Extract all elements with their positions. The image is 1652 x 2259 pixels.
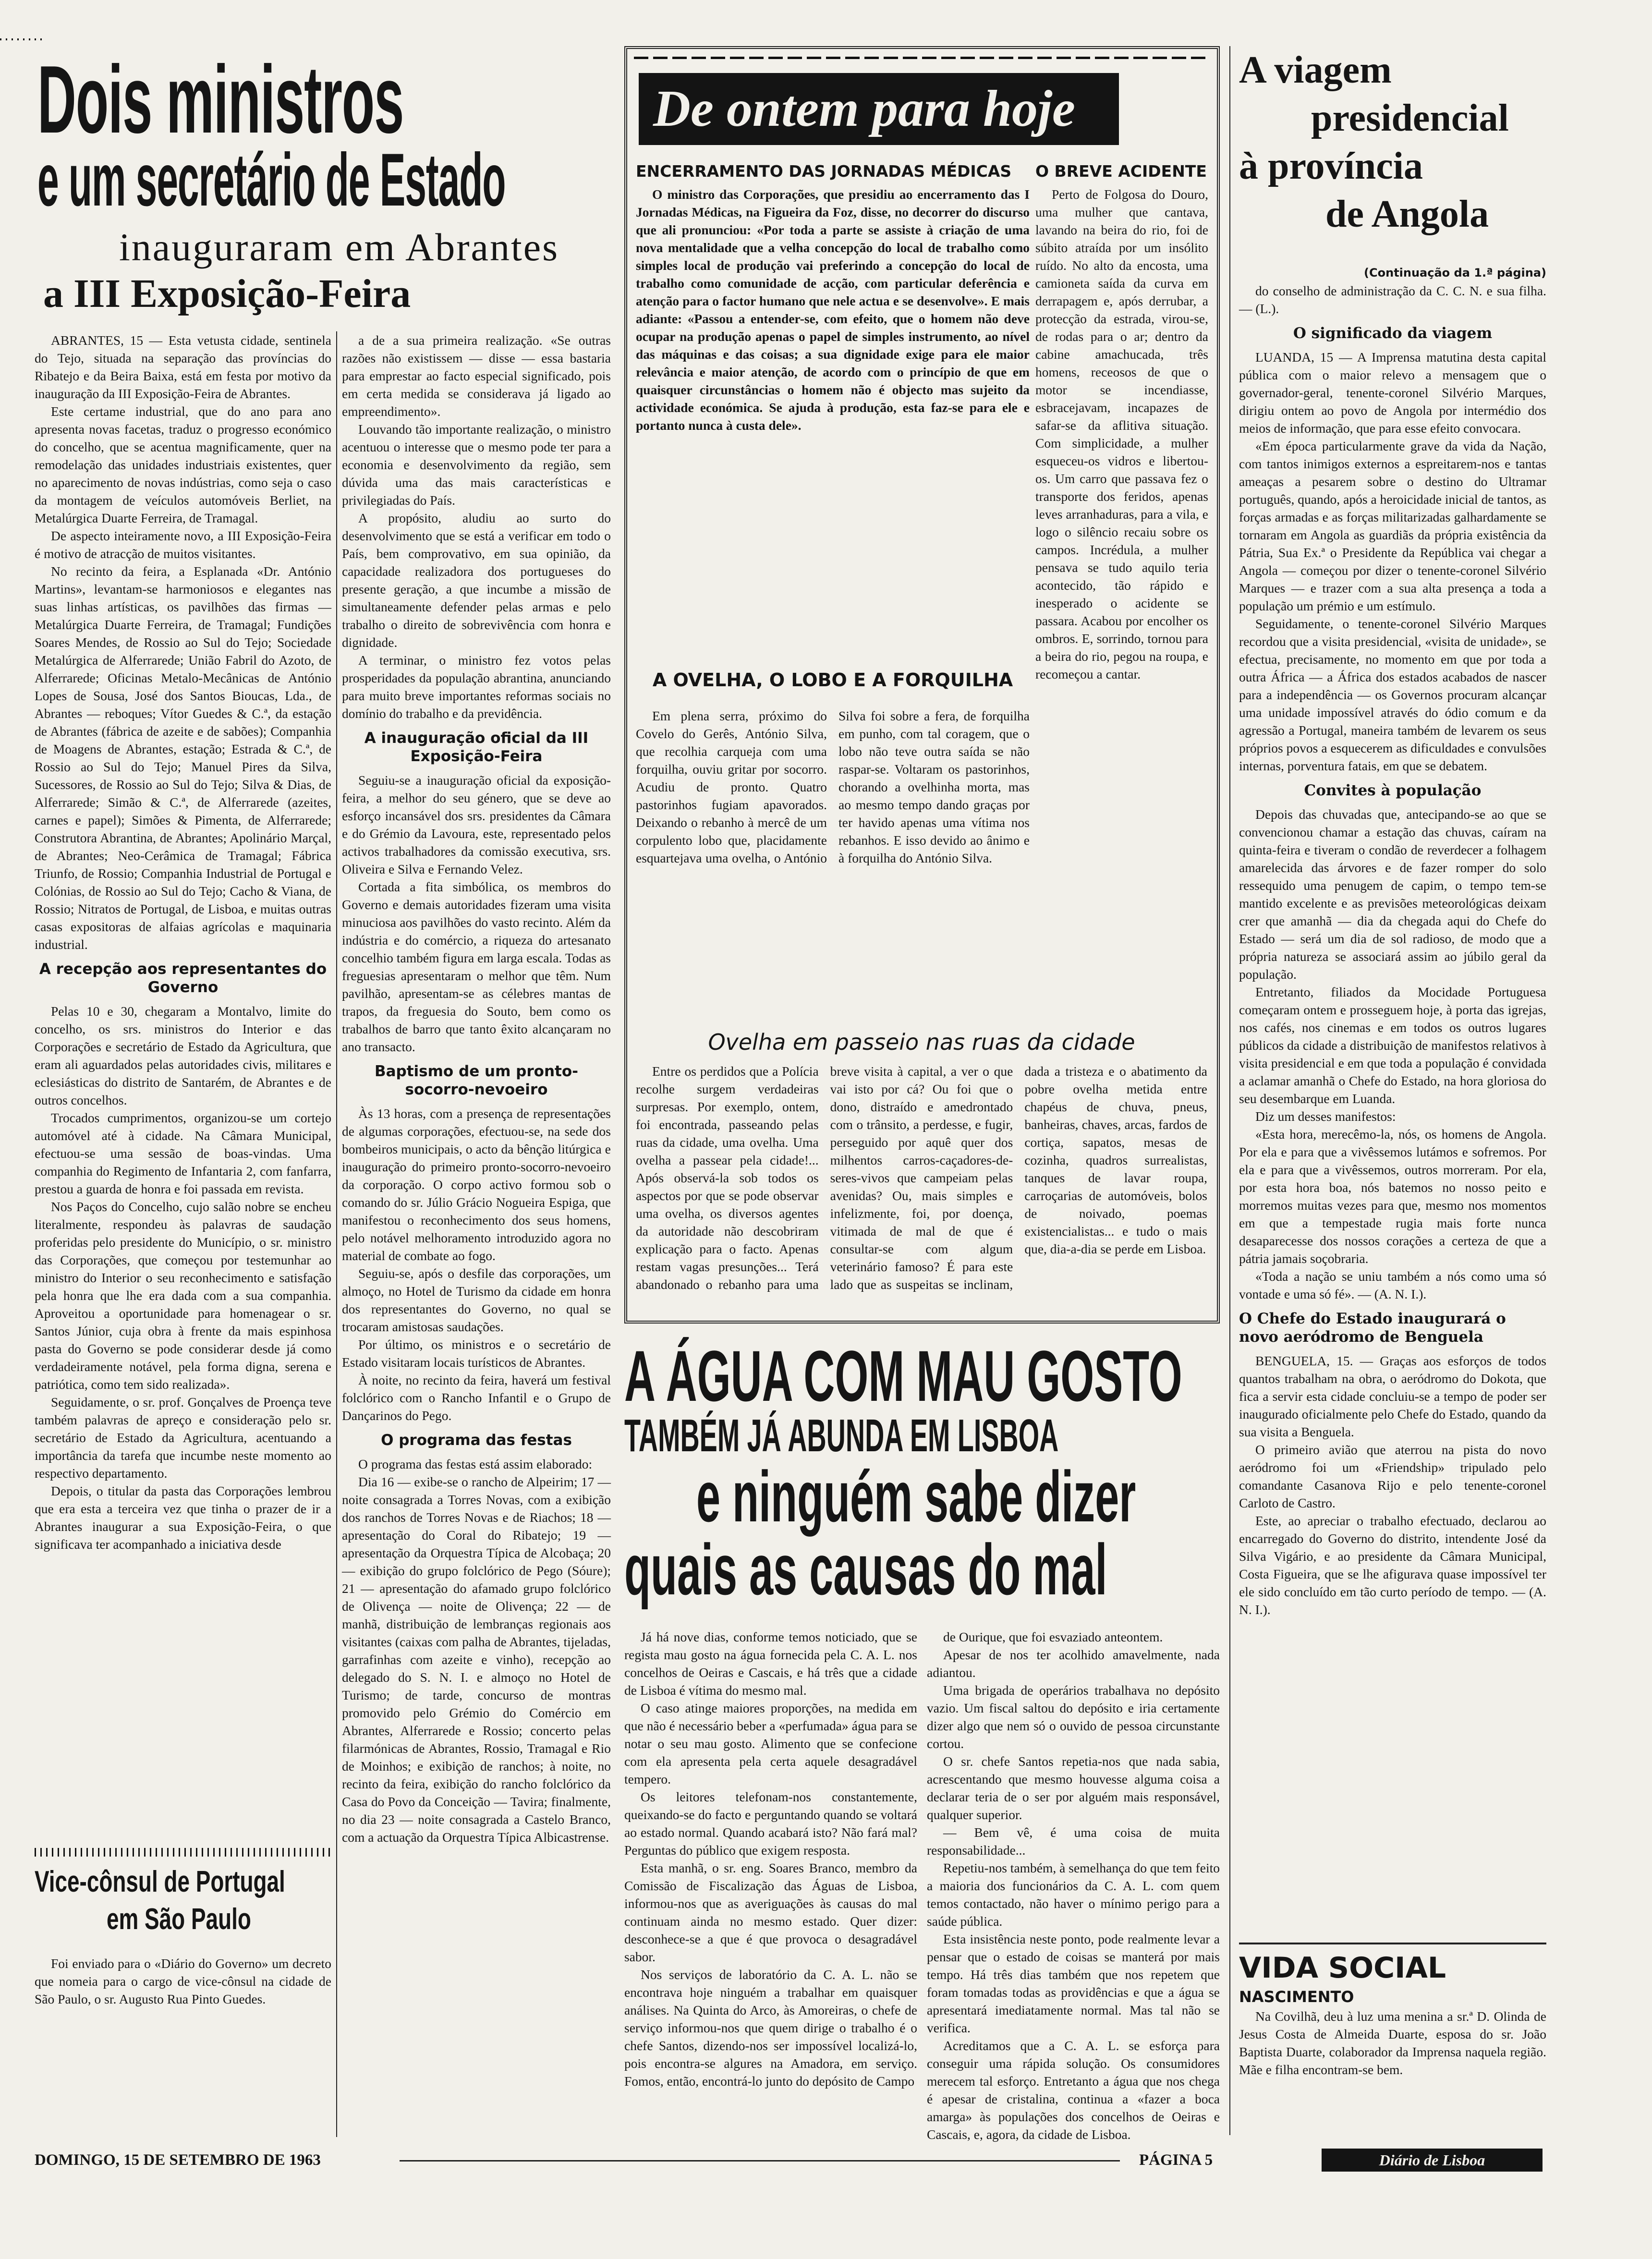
story-text: Em plena serra, próximo do Covelo do Gerês, António Silva, que recolhia carqueja com uma forquilha, ouviu gritar por socorro. Acudiu de pronto. Quatro pastorinhos fugiam apavorados. Deixando o rebanho à mercê de um corpulento lobo que, placidamente esquartejava uma ovelha, o António Silva foi sobre a fera, de forquilha em punho, com tal coragem, que o lobo não teve outra saída se não raspar-se. Voltaram os pastorinhos, chorando a ovelhinha morta, mas ao mesmo tempo dando graças por ter havido apenas uma vítima nos rebanhos. E isso devido ao ânimo e à forquilha do António Silva. [636,708,1030,865]
story-title: O BREVE ACIDENTE [1035,162,1207,181]
column-1 [35,331,331,1552]
box-top-dashes [634,57,1210,64]
column-rule [336,331,337,2137]
story-title: ENCERRAMENTO DAS JORNADAS MÉDICAS [636,162,1012,181]
paragraph: Seguidamente, o tenente-coronel Silvério Marques recordou que a visita presidencial, «visita de unidade», se efectua, precisamente, no momento em que por toda a outra África — a África dos estados acabados de nascer para a independência — os Governos procuram alcançar uma unidade impossível através do ódio comum e da agressão a Portugal, maneira também de levarem os seus próprios povos a esquecerem as dificuldades e convulsões internas, porventura fatais, em que se debatem. [1239,616,1546,773]
section-rule [1239,1943,1546,1944]
paragraph: «Esta hora, merecêmo-la, nós, os homens de Angola. Por ela e para que a vivêssemos lutámos e sofremos. Por ela e para que a vivêssemos, outros morreram. Por ela, por esta hora boa, nós batemos no nosso peito e morremos muitas vezes para que, mesmo nos momentos em que a tempestade rugia mais forte nunca desaparecesse dos nossos corações a certeza de que a pátria jamais soçobraria. [1239,1127,1546,1266]
paragraph: Entretanto, filiados da Mocidade Portuguesa começaram ontem e prosseguem hoje, à porta das igrejas, nos cafés, nos cinemas e em todos os outros lugares públicos da cidade a distribuição de manifestos relativos à visita presidencial e em que toda a população é convidada a aclamar amanhã o Chefe do Estado, na hora gloriosa do seu desembarque em Luanda. [1239,984,1546,1106]
heading-line: Vice-cônsul de Portugal [35,1865,285,1898]
main-headline-line3 [119,226,604,270]
heading-line: em São Paulo [107,1903,251,1936]
paragraph: À noite, no recinto da feira, haverá um festival folclórico com o Rancho Infantil e o Grupo de Dançarinos do Pego. [342,1372,611,1423]
de-ontem-para-hoje-box [624,46,1220,1324]
paragraph: a de a sua primeira realização. «Se outras razões não existissem — disse — essa bastaria para emprestar ao facto especial significado, pois em certa medida se considerava já ligado ao empreendimento». [342,333,611,419]
box-title: De ontem para hoje [653,80,1075,137]
footer-date: DOMINGO, 15 DE SETEMBRO DE 1963 [35,2151,321,2169]
headline-text: Dois ministros [37,46,404,153]
masthead-logo [1322,2149,1543,2172]
paragraph: Esta insistência neste ponto, pode realmente levar a pensar que o estado de coisas se manterá por mais tempo. Há três dias também que nos repetem que foram tomadas todas as providências e que a água se apresentará imediatamente normal. Mas tal não se verifica. [927,1931,1220,2035]
paragraph: Cortada a fita simbólica, os membros do Governo e demais autoridades fizeram uma visita minuciosa aos pavilhões do vasto recinto. Além da indústria e do comércio, a riqueza do artesanato concelhio também figura em larga escala. Todas as freguesias apresentaram o melhor que têm. Num pavilhão, apresentam-se as célebres mantas de trapos, da freguesia do Souto, bem como os trabalhos de barro que tanto êxito alcançaram no ano transacto. [342,879,611,1054]
main-headline-line4 [43,272,591,316]
paragraph: A propósito, aludiu ao surto do desenvolvimento que se está a verificar em todo o País, bem comprovativo, em sua opinião, da capacidade realizadora dos portugueses do presente geração, a que incumbe a missão de simultaneamente defender pelas armas e pelo trabalho o direito de sobrevivência com honra e dignidade. [342,510,611,650]
paragraph: No recinto da feira, a Esplanada «Dr. António Martins», levantam-se harmoniosos e elegantes nas suas linhas artísticas, os pavilhões das firmas — Metalúrgica Duarte Ferreira, de Tramagal; Fundições Soares Mendes, de Rossio ao Sul do Tejo; Sociedade Metalúrgica de Alferrarede; União Fabril do Azoto, de Alferrarede; Oficinas Metalo-Mecânicas de António Lopes de Sousa, José dos Santos Bioucas, Lda., de Abrantes — reboques; Vítor Guedes & C.ª, da estação de Abrantes (fábrica de azeite e de sabões); Companhia de Moagens de Abrantes, estação; Estrada & C.ª, de Rossio ao Sul do Tejo; Manuel Pires da Silva, Sucessores, de Rossio ao Sul do Tejo; Silva & Dias, de Alferrarede; Simão & C.ª, de Alferrarede (azeites, carnes e papel); Simões & Pimenta, de Alferrarede; Construtora Abrantina, de Abrantes; Apolinário Marçal, de Abrantes; Neo-Cerâmica de Tramagal; Fábrica Triunfo, de Rossio; Companhia Industrial de Portugal e Colónias, de Rossio ao Sul do Tejo; Cacho & Viana, de Rossio; Nitratos de Portugal, de Lisboa, e muitas outras casas expositoras de alfaias agrícolas e maquinaria industrial. [35,564,331,952]
agua-column-2 [927,1628,1220,2142]
footer-rule [400,2160,1120,2162]
paragraph: de Ourique, que foi esvaziado anteontem. [943,1629,1163,1644]
story-encerramento [636,162,1030,710]
paragraph: Seguiu-se a inauguração oficial da exposição-feira, a melhor do seu género, que se deve ao esforço incansável dos srs. presidentes da Câmara e do Grémio da Lavoura, este, representado pelos activos trabalhadores da comissão executiva, srs. Oliveira e Silva e Fernando Velez. [342,773,611,876]
story-text: Perto de Folgosa do Douro, uma mulher que cantava, lavando na beira do rio, foi de súbito atraída por um insólito ruído. No alto da encosta, uma camioneta saída da curva em derrapagem e, após derrubar, a protecção da estrada, virou-se, de rodas para o ar; dentro da cabine amachucada, três homens, receosos de que o motor se incendiasse, esbracejavam, incapazes de safar-se da aflitiva situação. Com simplicidade, a mulher esqueceu-os vidros e libertou-os. Um carro que passava fez o transporte dos feridos, apenas leves arranhaduras, para a vila, e logo o silêncio recaiu sobre os campos. Incrédula, a mulher pensava se tudo aquilo teria acontecido, tão rápido e inesperado o acidente se passara. Acabou por encolher os ombros. E, sorrindo, tornou para a beira do rio, pegou na roupa, e recomeçou a cantar. [1035,187,1208,681]
story-ovelha-lobo-title [636,668,1030,697]
paragraph: A terminar, o ministro fez votos pelas prosperidades da população abrantina, anunciando para muito breve importantes reformas sociais no domínio do trabalho e da previdência. [342,653,611,721]
paragraph: — Bem vê, é uma coisa de muita responsabilidade... [927,1825,1220,1858]
paragraph: Louvando tão importante realização, o ministro acentuou o interesse que o mesmo pode ter para a economia e desenvolvimento da região, sem dúvida uma das mais características e privilegiadas do País. [342,422,611,508]
subsection-title: NASCIMENTO [1239,1988,1354,2006]
paragraph: Na Covilhã, deu à luz uma menina a sr.ª D. Olinda de Jesus Costa de Almeida Duarte, esposa do sr. João Baptista Duarte, colaborador da Imprensa naquela região. Mãe e filha encontram-se bem. [1239,2009,1546,2077]
paragraph: Às 13 horas, com a presença de representações de algumas corporações, efectuou-se, na sede dos bombeiros municipais, o acto da bênção litúrgica e inauguração do primeiro pronto-socorro-nevoeiro da corporação. O corpo activo formou sob o comando do sr. Júlio Grácio Nogueira Espiga, que manifestou o reconhecimento dos seus homens, pelo notável melhoramento introduzido agora no material de combate ao fogo. [342,1106,611,1263]
headline-line: quais as causas do mal [624,1529,1107,1610]
paragraph: Pelas 10 e 30, chegaram a Montalvo, limite do concelho, os srs. ministros do Interior e das Corporações e secretário de Estado da Agricultura, que eram ali aguardados pelas autoridades civis, militares e eclesiásticas do distrito de Santarém, de Abrantes e de outros concelhos. [35,1004,331,1107]
paragraph: ABRANTES, 15 — Esta vetusta cidade, sentinela do Tejo, situada na separação das províncias do Ribatejo e da Beira Baixa, está em festa por motivo da inauguração da III Exposição-Feira de Abrantes. [35,333,331,401]
paragraph: Diz um desses manifestos: [1255,1109,1396,1124]
main-headline-line2 [37,138,604,222]
subheading: Baptismo de um pronto-socorro-nevoeiro [374,1063,579,1098]
paragraph: Por último, os ministros e o secretário de Estado visitaram locais turísticos de Abrantes. [342,1337,611,1370]
paragraph: BENGUELA, 15. — Graças aos esforços de todos quantos trabalham na obra, o aeródromo do Dokota, que fica a servir esta cidade concluiu-se a tempo de poder ser inaugurado oficialmente pelo Chefe do Estado, quando da sua visita a Benguela. [1239,1353,1546,1439]
agua-headline [624,1336,1220,1618]
paragraph: O sr. chefe Santos repetia-nos que nada sabia, acrescentando que mesmo houvesse alguma coisa a declarar teria de o ser por alguém mais responsável, qualquer superior. [927,1754,1220,1822]
paragraph: Apesar de nos ter acolhido amavelmente, nada adiantou. [927,1647,1220,1680]
paragraph: Seguiu-se, após o desfile das corporações, um almoço, no Hotel de Turismo da cidade em honra dos representantes do Governo, no qual se trocaram amistosas saudações. [342,1266,611,1334]
subheading: Convites à população [1304,782,1482,799]
main-headline-line1 [37,46,604,153]
story-ovelha-passeio-text [636,1062,1207,1312]
headline-line: à província [1239,145,1423,187]
headline-line: de Angola [1325,193,1489,235]
footer-page-number: PÁGINA 5 [1139,2151,1213,2169]
headline-text: e um secretário de Estado [37,138,506,222]
story-ovelha-lobo-text [636,707,1030,1024]
paragraph: O primeiro avião que aterrou na pista do novo aeródromo foi um «Friendship» tripulado pelo comandante Casanova Rijo e pelo tenente-coronel Carloto de Castro. [1239,1442,1546,1510]
story-text: Entre os perdidos que a Polícia recolhe surgem verdadeiras surpresas. Por exemplo, ontem, foi encontrada, passeando pelas ruas da cidade, uma ovelha. Uma ovelha a passear pela cidade!... Após observá-la sob todos os aspectos por que se pode observar uma ovelha, os diversos agentes da autoridade não descobriram explicação para o facto. Apenas restam vagas presunções... Terá abandonado o rebanho para uma breve visita à capital, a ver o que vai isto por cá? Ou foi que o dono, distraído e amedrontado com o trânsito, a perdesse, e fugir, perseguido por aquê quer dos milhentos carros-caçadores-de-seres-vivos que campeiam pelas avenidas? Ou, mais simples e infelizmente, foi, por doença, vitimada de mal de que é consultar-se com algum veterinário famoso? É para este lado que as suspeitas se inclinam, dada a tristeza e o abatimento da pobre ovelha metida entre chapéus de chuva, pneus, banheiras, chaves, arcas, fardos de cortiça, sapatos, mesas de cozinha, quadros surrealistas, tanques de lavar roupa, carroçarias de automóveis, bolos de noivado, poemas existencialistas... e tudo o mais que, dia-a-dia se perde em Lisboa. [636,1064,1207,1292]
paragraph: «Em época particularmente grave da vida da Nação, com tantos inimigos externos a espreitarem-nos e tantas ameaças a pesarem sobre o destino do Ultramar português, quando, após a heroicidade inicial de tantos, as forças armadas e as forças militarizadas galhardamente se tornaram em Angola as guardiãs da própria existência da Pátria, Sua Ex.ª o Presidente da República vai chegar a Angola — começou por dizer o tenente-coronel Silvério Marques — e trazer com a sua alta presença a toda a população um prémio e um estímulo. [1239,438,1546,613]
column-2 [342,331,611,2118]
column-rule [1229,46,1230,2135]
headline-line: e ninguém sabe dizer [696,1456,1136,1537]
vice-consul-text [35,1955,331,2051]
headline-line: A viagem [1239,49,1392,91]
paragraph: Repetiu-nos também, à semelhança do que tem feito a maioria dos funcionários da C. A. L. com quem temos contactado, não haver o mínimo perigo para a saúde pública. [927,1860,1220,1929]
paragraph: «Toda a nação se uniu também a nós como uma só vontade e uma só fé». — (A. N. I.). [1239,1269,1546,1301]
paragraph: O caso atinge maiores proporções, na medida em que não é necessário beber a «perfumada» água para se notar o seu mau gosto. Alimento que se confecione com ela apresenta pela certa aquele desagradável tempero. [624,1700,917,1786]
headline-text: a III Exposição-Feira [43,271,411,316]
paragraph: Depois das chuvadas que, antecipando-se ao que se convencionou chamar a estação das chuvas, caíram na quinta-feira e tiveram o condão de reverdecer a folhagem amarelecida das árvores e de fazer romper do solo ressequido uma penugem de capim, o tempo tem-se mantido excelente e as previsões meteorológicas deixam crer que amanhã — dia da chegada aqui do Chefe do Estado — será um dia de sol radioso, de modo que a própria natureza se associará assim ao júbilo geral da população. [1239,807,1546,982]
separator-hatch [35,1848,331,1857]
paragraph: Esta manhã, o sr. eng. Soares Branco, membro da Comissão de Fiscalização das Águas de Lisboa, informou-nos que as averiguações às causas do mal continuam ainda no mesmo estado. Quer dizer: desconhece-se a que é que provoca o desagradável sabor. [624,1860,917,1964]
paragraph: Depois, o titular da pasta das Corporações lembrou que era esta a terceira vez que tinha o prazer de ir a Abrantes inaugurar a sua Exposição-Feira, o que significava ter acompanhado a iniciativa desde [35,1483,331,1552]
subheading: O significado da viagem [1293,325,1493,342]
paragraph: Nos serviços de laboratório da C. A. L. não se encontrava hoje ninguém a trabalhar em quaisquer análises. Na Quinta do Arco, às Amoreiras, o chefe de serviço informou-nos que quem dirige o trabalho é o chefe Santos, dizendo-nos ser impossível localizá-lo, pois encontra-se algures na Amadora, em serviço. Fomos, então, encontrá-lo junto do depósito de Campo [624,1967,917,2089]
story-ovelha-passeio-title [636,1029,1207,1056]
paragraph: Este, ao apreciar o trabalho efectuado, declarou ao encarregado do Governo do distrito, intendente José da Silva Vigário, e ao presidente da Câmara Municipal, Costa Figueira, que se lhe afigurava quase impossível ter ele sido concluído em tão curto período de tempo. — (A. N. I.). [1239,1513,1546,1617]
subheading: O Chefe do Estado inaugurará o novo aeródromo de Benguela [1239,1310,1506,1346]
subheading: A recepção aos representantes do Governo [39,960,327,996]
angola-headline [1239,46,1546,257]
page-footer [35,2147,1557,2175]
headline-line: presidencial [1311,97,1509,139]
headline-line: A ÁGUA COM MAU GOSTO [624,1336,1182,1416]
masthead-text: Diário de Lisboa [1379,2151,1485,2169]
paragraph: Já há nove dias, conforme temos noticiado, que se regista mau gosto na água fornecida pela C. A. L. nos concelhos de Oeiras e Cascais, e há três que a cidade de Lisboa é vítima do mesmo mal. [624,1629,917,1698]
paragraph: Trocados cumprimentos, organizou-se um cortejo automóvel até à cidade. Na Câmara Municipal, efectuou-se uma sessão de boas-vindas. Uma companhia do Regimento de Infantaria 2, com fanfarra, prestou a guarda de honra e foi passada em revista. [35,1110,331,1196]
paragraph: Os leitores telefonam-nos constantemente, queixando-se do facto e perguntando quando se voltará ao estado normal. Quando acabará isto? Não fará mal? Perguntas do público que exigem resposta. [624,1789,917,1858]
story-text: O ministro das Corporações, que presidiu ao encerramento das I Jornadas Médicas, na Figueira da Foz, disse, no decorrer do discurso que ali pronunciou: «Por toda a parte se assiste à criação de uma nova mentalidade que a velha concepção do local de trabalho como simples local de produção vai preferindo a concepção do local de trabalho como comunidade de acção, com particular deferência e atenção para o factor humano que nele actua e se desenvolve». E mais adiante: «Passou a entender-se, com efeito, que o homem não deve ocupar na produção apenas o papel de simples instrumento, ao nível das máquinas e das coisas; a sua dignidade exige para ele maior relevância e maior atenção, de acordo com o princípio de que em quaisquer circunstâncias o homem não é objecto mas sujeito da actividade económica. Se ajuda à produção, esta faz-se para ele e portanto nunca à custa dele». [636,187,1030,433]
angola-column [1239,264,1546,1849]
vice-consul-heading [35,1863,331,1959]
paragraph: Uma brigada de operários trabalhava no depósito vazio. Um fiscal saltou do depósito e iria certamente dizer algo que nem só o ouvido de pessoa circunstante cortou. [927,1683,1220,1751]
box-title-banner [639,73,1119,145]
paragraph: LUANDA, 15 — A Imprensa matutina desta capital pública com o maior relevo a mensagem que o governador-geral, tenente-coronel Silvério Marques, dirigiu ontem ao povo de Angola por intermédio dos meios de informação, que para esse efeito convocara. [1239,350,1546,436]
section-title: VIDA SOCIAL [1239,1951,1446,1985]
story-title: Ovelha em passeio nas ruas da cidade [708,1029,1135,1055]
paragraph: do conselho de administração da C. C. N. e sua filha. — (L.). [1239,283,1546,316]
vida-social [1239,1950,1546,2142]
column-1-cont [35,1196,331,1945]
paragraph: Seguidamente, o sr. prof. Gonçalves de Proença teve também palavras de apreço e consideração pelo sr. secretário de Estado da Agricultura, acentuando a importância da tarefa que incumbe neste momento ao respectivo departamento. [35,1395,331,1481]
paragraph: O programa das festas está assim elaborado: [358,1457,593,1471]
headline-line: TAMBÉM JÁ ABUNDA EM LISBOA [624,1410,1059,1461]
paragraph: Nos Paços do Concelho, cujo salão nobre se encheu literalmente, respondeu às palavras de saudação proferidas pelo presidente do Município, o sr. ministro das Corporações, que começou por testemunhar ao ministro do Interior o seu reconhecimento e satisfação pela honra que lhe era dada com a sua companhia. Aproveitou a oportunidade para homenagear o sr. Santos Júnior, cuja obra à frente da mais espinhosa pasta do Governo se pode considerar desde já como verdadeiramente notável, pela forma digna, serena e patriótica, como tem sido realizada». [35,1199,331,1392]
paragraph: Acreditamos que a C. A. L. se esforça para conseguir uma rápida solução. Os consumidores merecem tal esforço. Entretanto a água que nos chega é apesar de cristalina, continua a «fazer a boca amarga» às populações dos concelhos de Oeiras e Cascais, e, agora, da cidade de Lisboa. [927,2038,1220,2142]
story-title: A OVELHA, O LOBO E A FORQUILHA [652,669,1013,691]
margin-dashes [0,38,43,48]
paragraph: De aspecto inteiramente novo, a III Exposição-Feira é motivo de atracção de muitos visitantes. [35,528,331,561]
paragraph: Este certame industrial, que do ano para ano apresenta novas facetas, traduz o progresso económico do concelho, que se acentua magnificamente, quer na remodelação das unidades industriais existentes, quer no aparecimento de novas indústrias, como seja o caso da montagem de veículos automóveis Berliet, na Metalúrgica Duarte Ferreira, de Tramagal. [35,404,331,525]
story-breve-acidente [1035,162,1208,931]
paragraph: Foi enviado para o «Diário do Governo» um decreto que nomeia para o cargo de vice-cônsul na cidade de São Paulo, o sr. Augusto Rua Pinto Guedes. [35,1956,331,2006]
paragraph: Dia 16 — exibe-se o rancho de Alpeirim; 17 — noite consagrada a Torres Novas, com a exibição dos ranchos de Torres Novas e de Riachos; 18 — apresentação do Coral do Ribatejo; 19 — apresentação da Orquestra Típica de Alcobaça; 20 — exibição do grupo folclórico de Pego (Sóure); 21 — apresentação do afamado grupo folclórico de Olivença — noite de Olivença; 22 — de manhã, distribuição de lembranças regionais aos visitantes (caixas com palha de Abrantes, tijeladas, garrafinhas com azeite e vinho), recepção ao delegado do S. N. I. e almoço no Hotel de Turismo; de tarde, concurso de montras promovido pelo Grémio do Comércio em Abrantes, Alferrarede e Rossio; concerto pelas filarmónicas de Abrantes, Rossio, Tramagal e Rio de Moinhos; e exibição de ranchos; à noite, no recinto da feira, exibição do rancho folclórico da Casa do Povo da Conceição — Tavira; finalmente, no dia 23 — noite consagrada a Castelo Branco, com a actuação da Orquestra Típica Albicastrense. [342,1474,611,1845]
headline-text: inauguraram em Abrantes [119,225,559,269]
subheading: O programa das festas [381,1432,572,1449]
subheading: A inauguração oficial da III Exposição-Feira [364,729,589,765]
continuation-note: (Continuação da 1.ª página) [1364,266,1546,279]
agua-column-1 [624,1628,917,2137]
